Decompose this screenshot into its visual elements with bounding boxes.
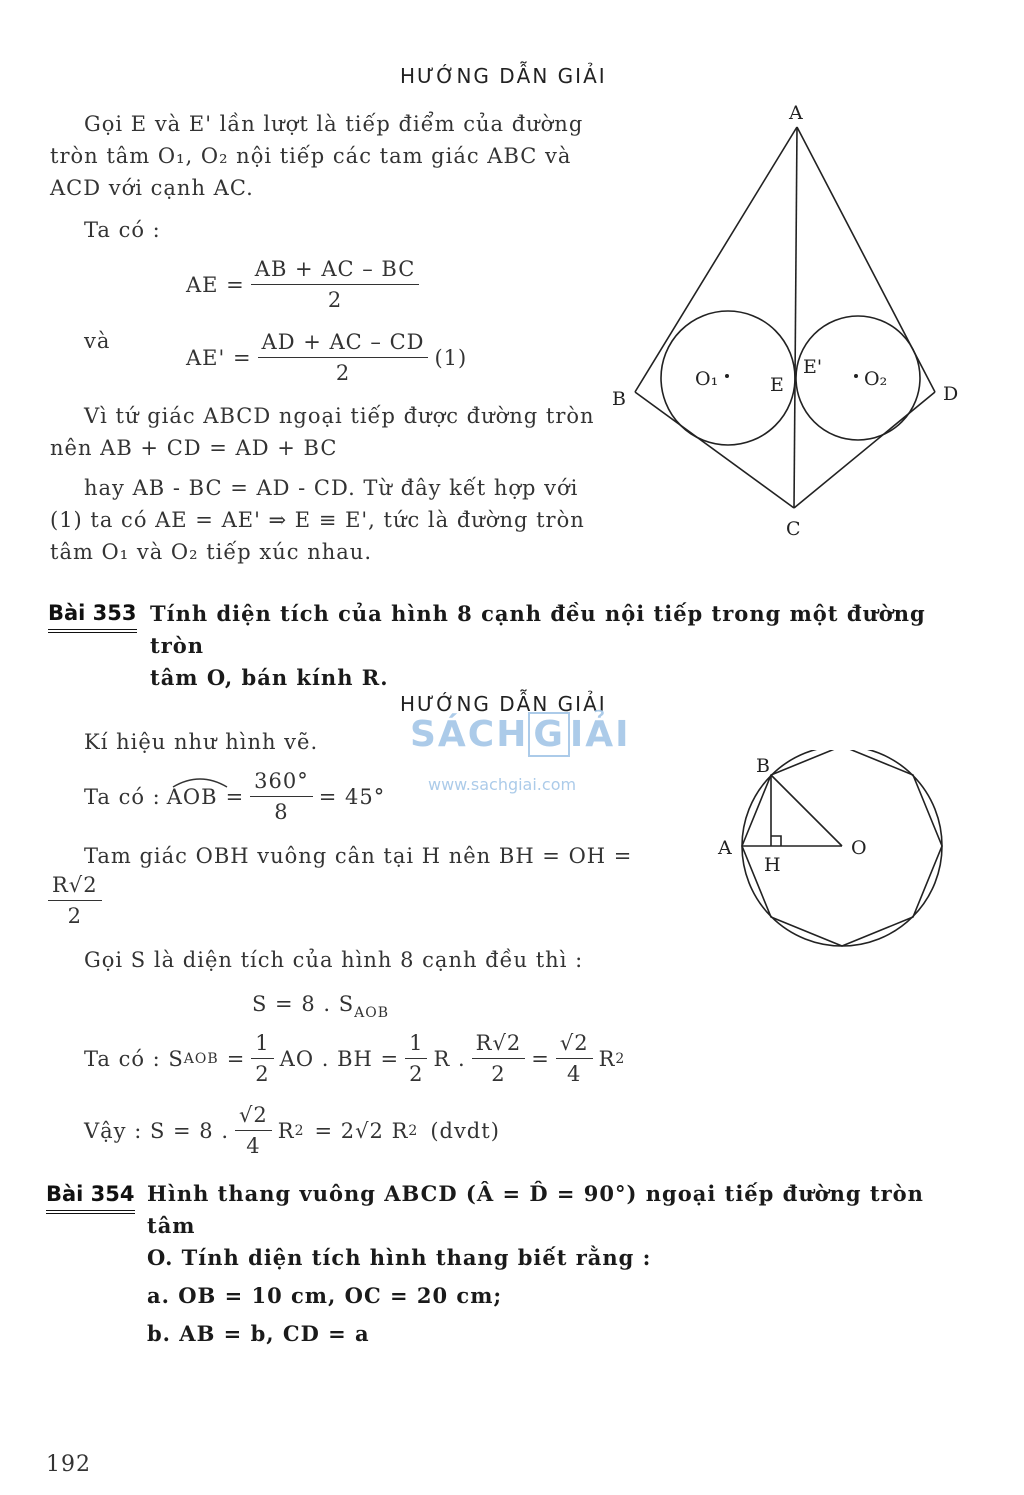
numerator: R√2	[472, 1030, 526, 1059]
formula-prefix: Ta có :	[84, 784, 161, 809]
problem-354	[147, 1178, 977, 1350]
radius: R	[598, 1046, 616, 1071]
subscript: AOB	[183, 1050, 219, 1067]
formula-final	[84, 1102, 500, 1159]
obh-text: Tam giác OBH vuông cân tại H nên BH = OH =	[84, 844, 633, 868]
center-o1-dot	[725, 374, 729, 378]
formula-prefix: Vậy : S = 8 .	[84, 1118, 230, 1143]
page-number: 192	[46, 1452, 91, 1477]
para-line: nên AB + CD = AD + BC	[50, 436, 338, 460]
fraction	[251, 256, 420, 313]
problem-part-a: a. OB = 10 cm, OC = 20 cm;	[147, 1283, 503, 1308]
formula-ae	[186, 256, 425, 313]
problem-line: Tính diện tích của hình 8 cạnh đều nội tiếp trong một đường tròn	[150, 601, 926, 658]
unit: (dvdt)	[430, 1118, 500, 1143]
va-label: và	[84, 329, 111, 353]
formula-s-aob	[84, 1030, 625, 1087]
equals: =	[531, 1046, 550, 1071]
denominator: 2	[335, 361, 351, 385]
diagonal-ac	[794, 127, 797, 508]
fraction	[556, 1030, 593, 1087]
label-a: A	[718, 837, 732, 859]
problem-line: O. Tính diện tích hình thang biết rằng :	[147, 1245, 652, 1270]
numerator: √2	[235, 1102, 272, 1131]
ta-co-label: Ta có :	[84, 218, 161, 242]
formula-middle: R .	[433, 1046, 466, 1071]
denominator: 2	[491, 1062, 506, 1086]
right-angle-mark	[771, 836, 781, 846]
numerator: 360°	[250, 768, 313, 797]
problem-label-353: Bài 353	[48, 601, 137, 633]
para-line: (1) ta có AE = AE' ⇒ E ≡ E', tức là đường tròn	[50, 508, 585, 532]
numerator: R√2	[48, 872, 102, 901]
fraction	[251, 1030, 273, 1087]
fraction	[235, 1102, 272, 1159]
result: = 45°	[318, 784, 386, 809]
denominator: 2	[409, 1062, 424, 1086]
formula-s	[252, 992, 389, 1021]
para-line: hay AB - BC = AD - CD. Từ đây kết hợp với	[84, 476, 579, 500]
denominator: 2	[67, 904, 82, 928]
fraction	[48, 872, 102, 929]
section-heading-2: HƯỚNG DẪN GIẢI	[400, 692, 607, 716]
formula-lhs: AE =	[186, 272, 245, 297]
center-o2-dot	[854, 374, 858, 378]
label-c: C	[786, 518, 801, 540]
denominator: 4	[567, 1062, 582, 1086]
label-a: A	[789, 102, 803, 124]
formula-ae-prime	[186, 329, 467, 386]
problem-part-b: b. AB = b, CD = a	[147, 1321, 370, 1346]
solution-text-2	[50, 400, 610, 464]
problem-353	[150, 598, 980, 694]
para-line: ACD với cạnh AC.	[50, 176, 254, 200]
formula-middle: AO . BH =	[279, 1046, 400, 1071]
numerator: AD + AC – CD	[258, 329, 429, 358]
label-h: H	[764, 854, 781, 876]
equation-tag: (1)	[434, 345, 468, 370]
formula-result: = 2√2 R	[314, 1118, 409, 1143]
problem-line: tâm O, bán kính R.	[150, 665, 389, 690]
octagon-figure	[712, 750, 952, 960]
solution-text-3	[50, 472, 610, 568]
solution-text-1	[50, 108, 610, 204]
numerator: 1	[251, 1030, 273, 1059]
watermark-brand-left: SÁCH	[410, 714, 529, 755]
radius: R	[277, 1118, 295, 1143]
side-bc	[635, 392, 794, 508]
label-e: E	[770, 374, 784, 396]
para-line: tâm O₁ và O₂ tiếp xúc nhau.	[50, 540, 372, 564]
para-line: tròn tâm O₁, O₂ nội tiếp các tam giác ABC và	[50, 144, 572, 168]
denominator: 8	[274, 800, 289, 824]
label-b: B	[612, 388, 626, 410]
watermark-brand	[410, 714, 631, 755]
denominator: 2	[327, 288, 343, 312]
section-heading-1: HƯỚNG DẪN GIẢI	[400, 64, 607, 88]
arc-label: AOB	[166, 784, 218, 809]
goi-s-text: Gọi S là diện tích của hình 8 cạnh đều thì :	[84, 948, 584, 972]
octagon	[742, 750, 942, 946]
obh-fraction	[48, 872, 102, 929]
fraction	[258, 329, 429, 386]
superscript: 2	[615, 1050, 626, 1067]
equals: =	[226, 1046, 246, 1071]
formula-prefix: Ta có : S	[84, 1046, 184, 1071]
numerator: 1	[405, 1030, 427, 1059]
side-ab	[635, 127, 797, 392]
kihieu-text: Kí hiệu như hình vẽ.	[84, 730, 319, 754]
fraction	[472, 1030, 526, 1087]
watermark-brand-right: IẢI	[569, 714, 631, 755]
label-d: D	[943, 383, 959, 405]
side-cd	[794, 392, 935, 508]
arc-aob	[167, 785, 218, 809]
numerator: √2	[556, 1030, 593, 1059]
equals: =	[225, 784, 245, 809]
label-o2: O₂	[864, 368, 888, 390]
numerator: AB + AC – BC	[251, 256, 420, 285]
label-e-prime: E'	[803, 356, 823, 378]
watermark-url: www.sachgiai.com	[428, 775, 577, 794]
problem-line: Hình thang vuông ABCD (Â = D̂ = 90°) ngoại tiếp đường tròn tâm	[147, 1181, 924, 1238]
para-line: Gọi E và E' lần lượt là tiếp điểm của đường	[84, 112, 584, 136]
label-b: B	[756, 755, 770, 777]
formula-aob	[84, 768, 385, 825]
formula-lhs: AE' =	[186, 345, 252, 370]
denominator: 4	[246, 1134, 261, 1158]
arc-icon	[171, 775, 229, 789]
incircle-o2	[796, 316, 920, 440]
formula-body: S = 8 . S	[252, 992, 355, 1016]
superscript: 2	[408, 1122, 419, 1139]
fraction	[250, 768, 313, 825]
kite-figure	[600, 95, 980, 550]
subscript: AOB	[354, 1005, 389, 1021]
label-o: O	[851, 837, 867, 859]
problem-label-354: Bài 354	[46, 1182, 135, 1214]
label-o1: O₁	[695, 368, 719, 390]
superscript: 2	[294, 1122, 305, 1139]
para-line: Vì tứ giác ABCD ngoại tiếp được đường tròn	[84, 404, 595, 428]
denominator: 2	[255, 1062, 270, 1086]
fraction	[405, 1030, 427, 1087]
watermark-brand-mid: G	[528, 712, 570, 757]
